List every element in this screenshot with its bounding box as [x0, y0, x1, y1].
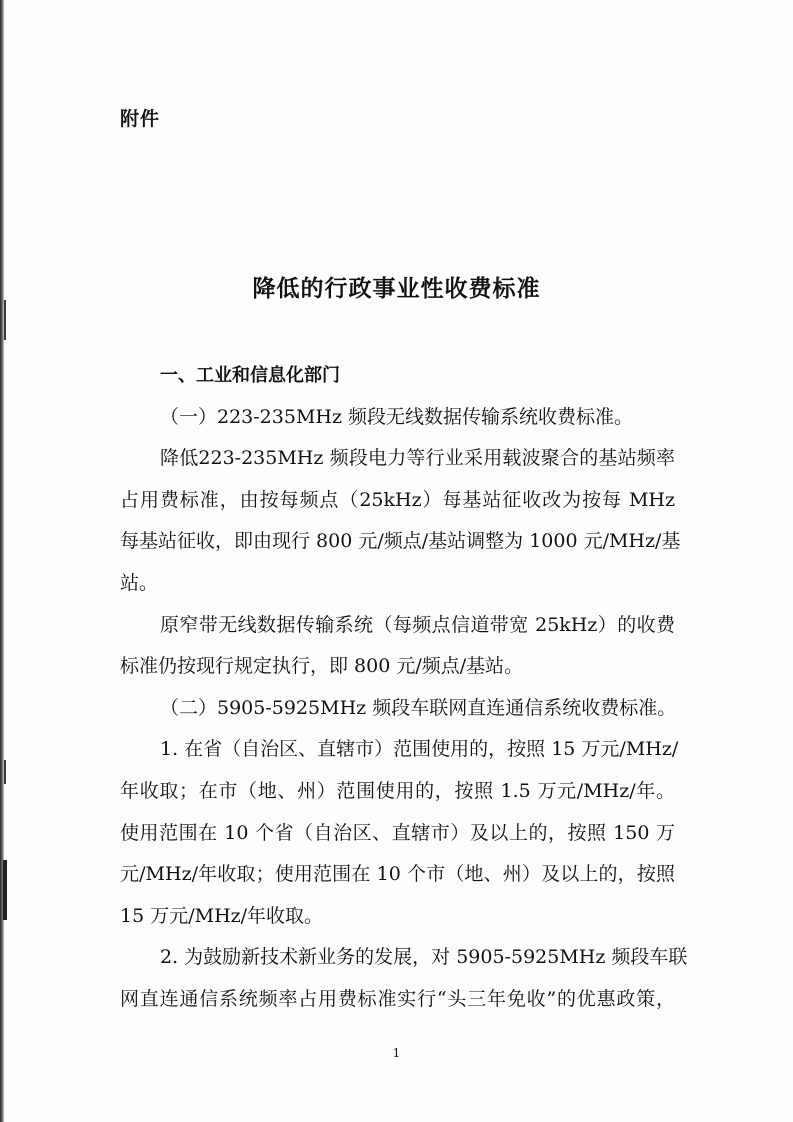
attachment-label: 附件 [120, 108, 161, 130]
paragraph-line: 使用范围在 10 个省（自治区、直辖市）及以上的，按照 150 万 [120, 821, 675, 844]
paragraph-line: 15 万元/MHz/年收取。 [120, 904, 324, 927]
paragraph-line: 站。 [120, 571, 159, 594]
scan-mark [3, 860, 7, 920]
paragraph-line: 降低223-235MHz 频段电力等行业采用载波聚合的基站频率 [160, 447, 675, 470]
paragraph-line: 元/MHz/年收取；使用范围在 10 个市（地、州）及以上的，按照 [120, 863, 675, 886]
paragraph-line: 年收取；在市（地、州）范围使用的，按照 1.5 万元/MHz/年。 [120, 779, 675, 802]
paragraph-line: 占用费标准，由按每频点（25kHz）每基站征收改为按每 MHz [120, 488, 675, 511]
scan-mark [4, 300, 6, 340]
paragraph-line: 网直连通信系统频率占用费标准实行“头三年免收”的优惠政策， [120, 987, 675, 1010]
item-heading: （一）223-235MHz 频段无线数据传输系统收费标准。 [160, 405, 634, 428]
scan-edge-shadow [0, 0, 4, 1122]
item-heading: （二）5905-5925MHz 频段车联网直连通信系统收费标准。 [160, 696, 677, 719]
document-body [120, 355, 688, 1021]
scan-mark [4, 760, 6, 784]
paragraph-line: 原窄带无线数据传输系统（每频点信道带宽 25kHz）的收费 [160, 613, 675, 636]
paragraph-line: 标准仍按现行规定执行，即 800 元/频点/基站。 [120, 655, 524, 678]
paragraph-line: 1. 在省（自治区、直辖市）范围使用的，按照 15 万元/MHz/ [160, 738, 679, 761]
paragraph-line: 每基站征收，即由现行 800 元/频点/基站调整为 1000 元/MHz/基 [120, 530, 681, 553]
section-heading: 一、工业和信息化部门 [160, 365, 340, 386]
document-title: 降低的行政事业性收费标准 [252, 276, 541, 302]
page-number: 1 [392, 1046, 401, 1060]
paragraph-line: 2. 为鼓励新技术新业务的发展，对 5905-5925MHz 频段车联 [160, 946, 688, 969]
